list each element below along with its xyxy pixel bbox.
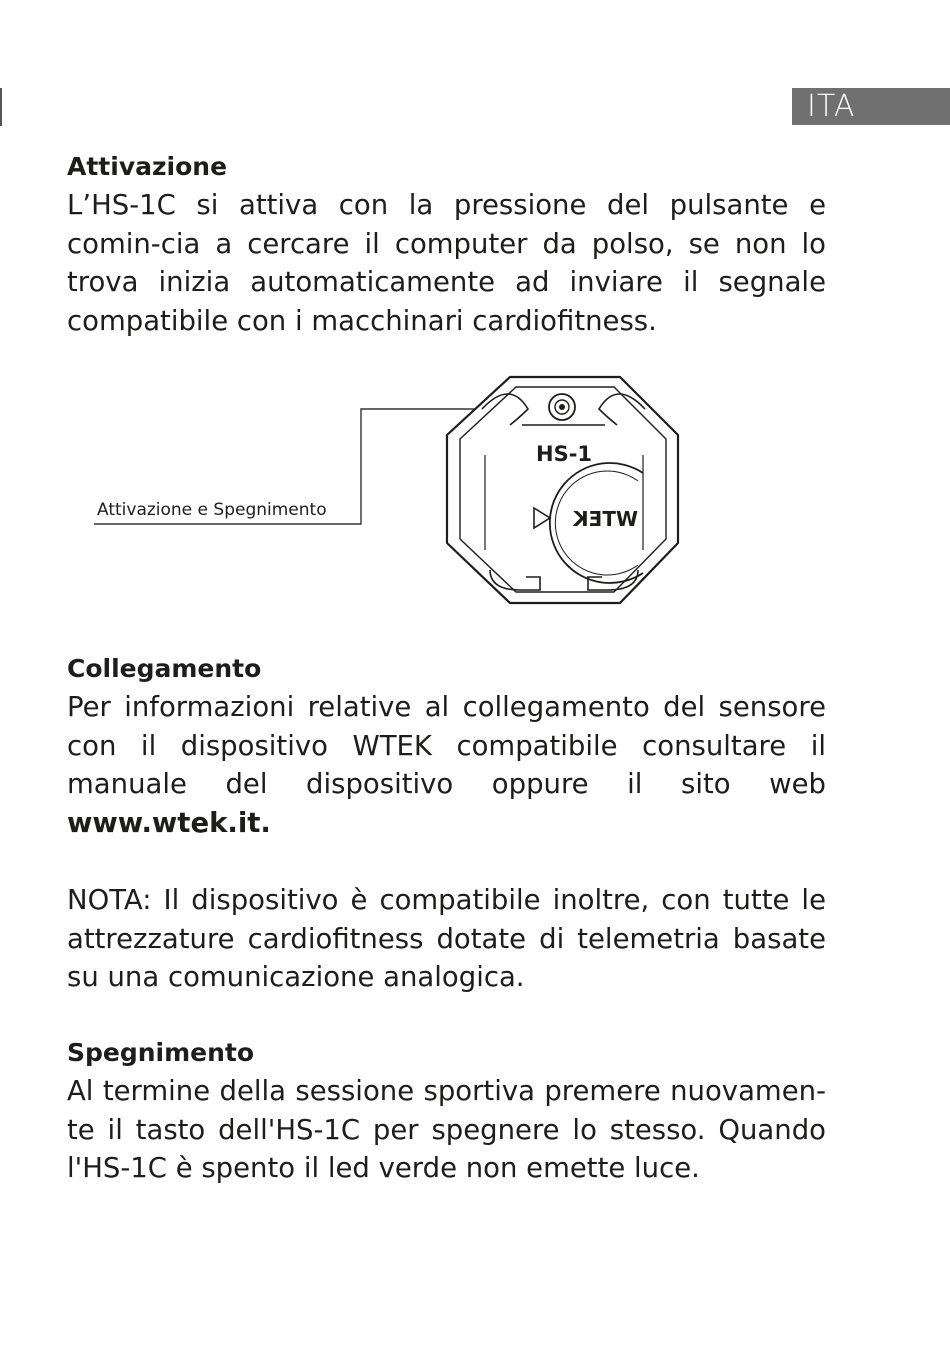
connection-text: Per informazioni relative al collegamento del sensore con il dispositivo WTEK compatibile consultare il manuale del dispositivo oppure il sito web xyxy=(67,691,826,801)
shutdown-section xyxy=(67,1034,826,1188)
connection-heading: Collegamento xyxy=(67,654,262,683)
shutdown-text: Al termine della sessione sportiva premere nuovamen-te il tasto dell'HS-1C per spegnere lo stesso. Quando l'HS-1C è spento il led verde non emette luce. xyxy=(67,1075,826,1185)
shutdown-heading: Spegnimento xyxy=(67,1038,255,1067)
device-model-label: HS-1 xyxy=(536,442,593,466)
website-link[interactable]: www.wtek.it. xyxy=(67,807,271,840)
page-edge-mark xyxy=(0,88,2,126)
note-section xyxy=(67,881,826,997)
callout-label: Attivazione e Spegnimento xyxy=(97,500,327,520)
language-tab: ITA xyxy=(792,88,950,125)
brand-mark: WTEK xyxy=(573,507,638,531)
activation-text: L’HS-1C si attiva con la pressione del pulsante e comin-cia a cercare il computer da polso, se non lo trova inizia automaticamente ad inviare il segnale compatibile con i macchinari cardiofitness. xyxy=(67,189,826,338)
activation-heading: Attivazione xyxy=(67,152,228,181)
activation-section xyxy=(67,148,826,341)
sensor-device-illustration xyxy=(447,377,678,603)
note-text: NOTA: Il dispositivo è compatibile inoltre, con tutte le attrezzature cardiofitness dotate di telemetria basate su una comunicazione analogica. xyxy=(67,884,826,994)
connection-section xyxy=(67,650,826,843)
device-diagram xyxy=(90,365,690,610)
